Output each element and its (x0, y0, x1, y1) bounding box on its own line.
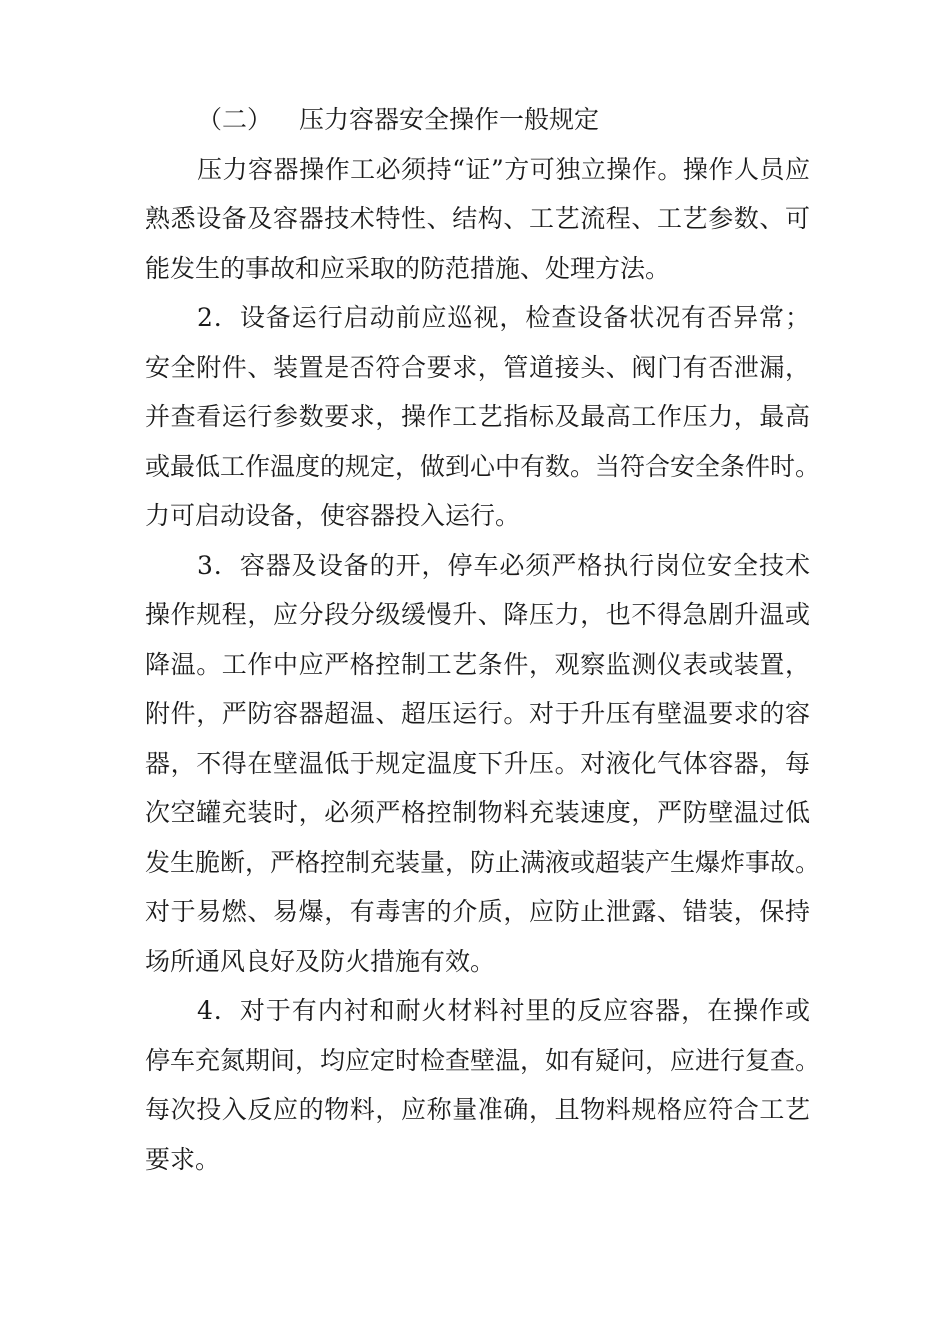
section-title: 压力容器安全操作一般规定 (299, 105, 600, 134)
paragraph-3-line-1: 3．容器及设备的开，停车必须严格执行岗位安全技术 (197, 550, 810, 580)
paragraph-2-line-5: 力可启动设备，使容器投入运行。 (145, 501, 521, 530)
paragraph-1-line-1: 压力容器操作工必须持“证”方可独立操作。操作人员应 (197, 154, 810, 184)
paragraph-3-line-4: 附件，严防容器超温、超压运行。对于升压有壁温要求的容 (145, 699, 810, 728)
paragraph-3-line-5: 器，不得在壁温低于规定温度下升压。对液化气体容器，每 (145, 748, 810, 778)
paragraph-4-line-3: 每次投入反应的物料，应称量准确，且物料规格应符合工艺 (145, 1095, 810, 1124)
paragraph-3-line-7: 发生脆断，严格控制充装量，防止满液或超装产生爆炸事故。 (145, 847, 821, 877)
section-heading (145, 95, 810, 145)
paragraph-1-line-3: 能发生的事故和应采取的防范措施、处理方法。 (145, 253, 671, 283)
paragraph-3-line-3: 降温。工作中应严格控制工艺条件，观察监测仪表或装置， (145, 649, 810, 679)
paragraph-3-line-9: 场所通风良好及防火措施有效。 (145, 946, 496, 976)
paragraph-4-line-4: 要求。 (145, 1144, 221, 1174)
paragraph-2-line-3: 并查看运行参数要求，操作工艺指标及最高工作压力，最高 (145, 402, 810, 431)
paragraph-4-line-1: 4．对于有内衬和耐火材料衬里的反应容器，在操作或 (197, 996, 810, 1025)
paragraph-2-line-1: 2．设备运行启动前应巡视，检查设备状况有否异常； (197, 303, 810, 332)
paragraph-3-line-6: 次空罐充装时，必须严格控制物料充装速度，严防壁温过低 (145, 798, 810, 827)
section-number: （二） (197, 105, 273, 134)
paragraph-2-line-4: 或最低工作温度的规定，做到心中有数。当符合安全条件时。 (145, 451, 821, 481)
paragraph-2-line-2: 安全附件、装置是否符合要求，管道接头、阀门有否泄漏， (145, 352, 810, 382)
paragraph-3-line-8: 对于易燃、易爆，有毒害的介质，应防止泄露、错装，保持 (145, 897, 810, 926)
paragraph-4-line-2: 停车充氮期间，均应定时检查壁温，如有疑问，应进行复查。 (145, 1045, 821, 1075)
paragraph-3-line-2: 操作规程，应分段分级缓慢升、降压力，也不得急剧升温或 (145, 600, 810, 629)
document-body (145, 95, 821, 1184)
paragraph-1-line-2: 熟悉设备及容器技术特性、结构、工艺流程、工艺参数、可 (145, 204, 810, 233)
